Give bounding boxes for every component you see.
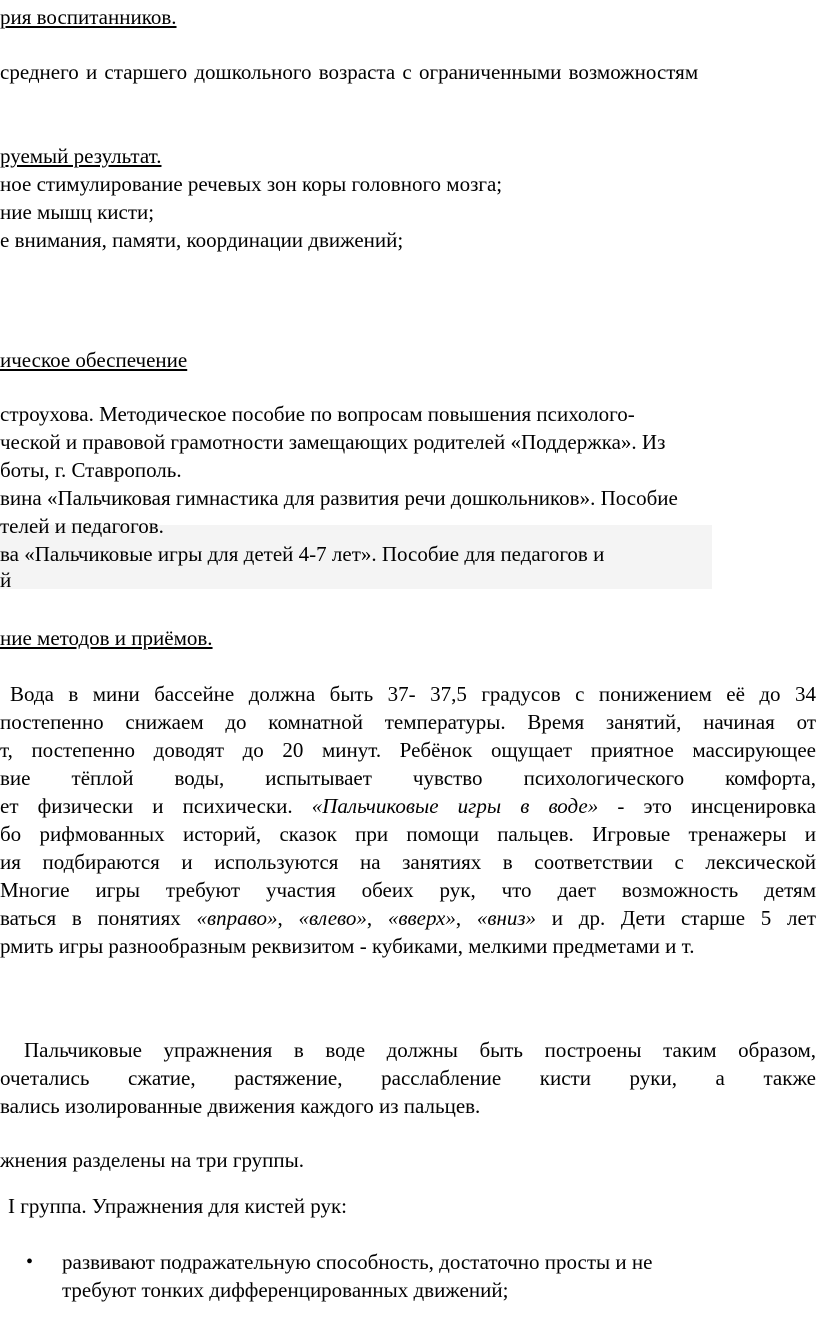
paragraph-line: [0, 792, 816, 820]
method-line: вина «Пальчиковая гимнастика для развития речи дошкольников». Пособие: [0, 486, 678, 510]
italic-term: «вправо»: [196, 906, 278, 930]
heading-techniques: ние методов и приёмов.: [0, 626, 213, 650]
method-line: строухова. Методическое пособие по вопросам повышения психолого-: [0, 402, 635, 426]
groups-text: жнения разделены на три группы.: [0, 1148, 304, 1172]
paragraph-line: [0, 904, 816, 932]
method-line: ческой и правовой грамотности замещающих родителей «Поддержка». Из: [0, 430, 666, 454]
paragraph-line: постепенно снижаем до комнатной температуры. Время занятий, начиная от: [0, 710, 816, 734]
paragraph-line: вались изолированные движения каждого из пальцев.: [0, 1094, 481, 1118]
italic-term: «влево»: [298, 906, 367, 930]
text-run: - это инсценировка: [598, 794, 816, 818]
bullet-item: требуют тонких дифференцированных движений;: [62, 1278, 509, 1302]
text-run: и др. Дети старше 5 лет: [536, 906, 816, 930]
pupils-text: среднего и старшего дошкольного возраста с ограниченными возможностям: [0, 60, 699, 84]
text-run: ,: [366, 906, 388, 930]
result-item: ние мышц кисти;: [0, 200, 155, 224]
paragraph-line: очетались сжатие, растяжение, расслабление кисти руки, а также: [0, 1066, 816, 1090]
paragraph-line: т, постепенно доводят до 20 минут. Ребёнок ощущает приятное массирующее: [0, 738, 816, 762]
bullet-item: развивают подражательную способность, достаточно просты и не: [62, 1250, 653, 1274]
method-line: й: [0, 568, 12, 592]
italic-term: «вниз»: [476, 906, 537, 930]
heading-pupils: рия воспитанников.: [0, 5, 177, 29]
heading-method: ическое обеспечение: [0, 348, 188, 372]
paragraph-line: Вода в мини бассейне должна быть 37- 37,5 градусов с понижением её до 34: [10, 682, 816, 706]
italic-term: «Пальчиковые игры в воде»: [311, 794, 599, 818]
group1-title: I группа. Упражнения для кистей рук:: [8, 1194, 347, 1218]
text-run: ваться в понятиях: [0, 906, 197, 930]
method-line: ва «Пальчиковые игры для детей 4-7 лет». Пособие для педагогов и: [0, 542, 605, 566]
bullet-icon: •: [26, 1251, 34, 1273]
paragraph-line: Многие игры требуют участия обеих рук, что дает возможность детям: [0, 878, 816, 902]
method-line: телей и педагогов.: [0, 514, 164, 538]
method-line: боты, г. Ставрополь.: [0, 458, 182, 482]
paragraph-line: Пальчиковые упражнения в воде должны быть построены таким образом,: [24, 1038, 816, 1062]
result-item: е внимания, памяти, координации движений;: [0, 228, 404, 252]
text-run: ,: [277, 906, 299, 930]
result-item: ное стимулирование речевых зон коры головного мозга;: [0, 172, 503, 196]
paragraph-line: ия подбираются и используются на занятиях в соответствии с лексической: [0, 850, 816, 874]
paragraph-line: рмить игры разнообразным реквизитом - кубиками, мелкими предметами и т.: [0, 934, 695, 958]
italic-term: «вверх»: [387, 906, 456, 930]
paragraph-line: бо рифмованных историй, сказок при помощи пальцев. Игровые тренажеры и: [0, 822, 816, 846]
text-run: ет физически и психически.: [0, 794, 312, 818]
text-run: ,: [455, 906, 477, 930]
heading-result: руемый результат.: [0, 144, 162, 168]
paragraph-line: вие тёплой воды, испытывает чувство психологического комфорта,: [0, 766, 816, 790]
